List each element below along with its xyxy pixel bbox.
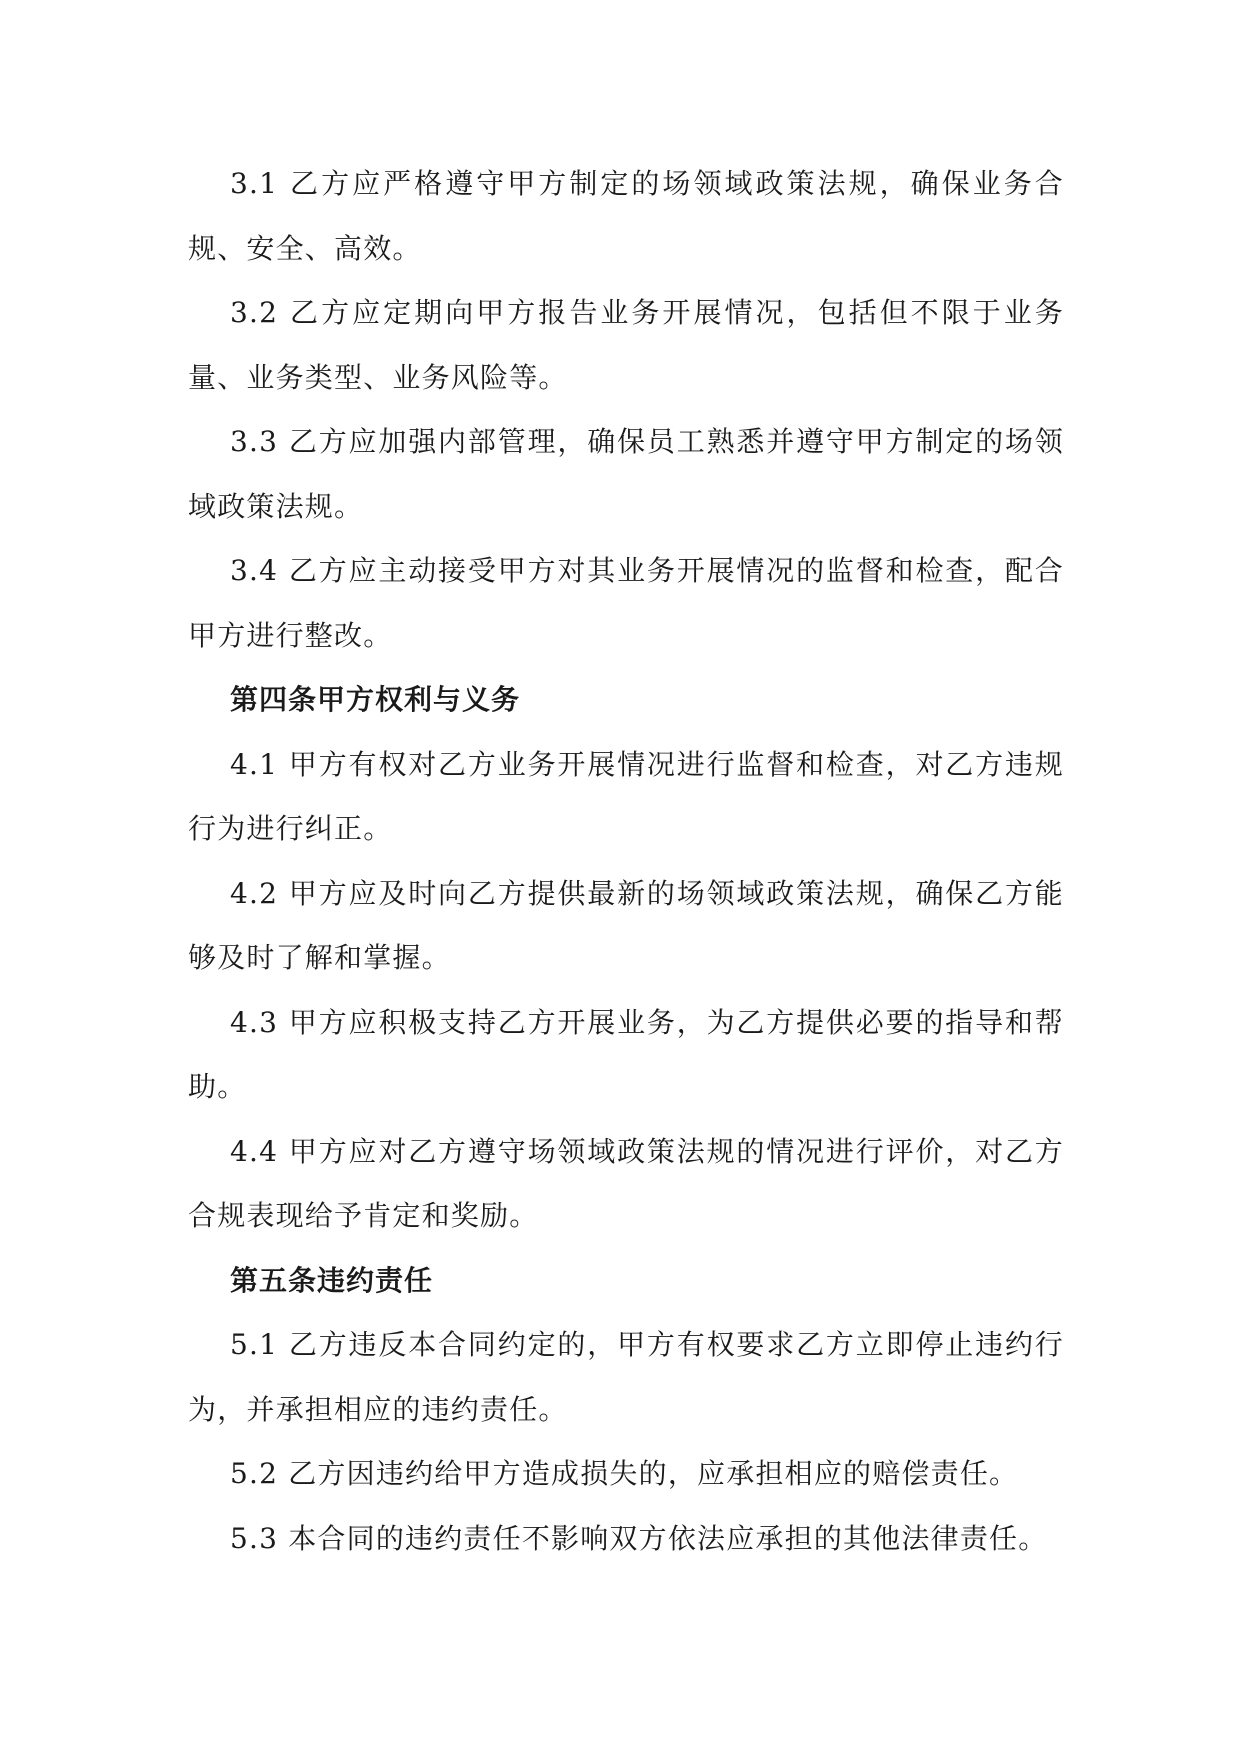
clause-3-1: 3.1 乙方应严格遵守甲方制定的场领域政策法规，确保业务合规、安全、高效。 (188, 167, 1064, 265)
clause-3-3: 3.3 乙方应加强内部管理，确保员工熟悉并遵守甲方制定的场领域政策法规。 (188, 425, 1064, 523)
section-heading-article-4: 第四条甲方权利与义务 (230, 683, 521, 716)
clause-4-3: 4.3 甲方应积极支持乙方开展业务，为乙方提供必要的指导和帮助。 (188, 1005, 1064, 1103)
clause-5-3: 5.3 本合同的违约责任不影响双方依法应承担的其他法律责任。 (230, 1521, 1048, 1555)
clause-4-1: 4.1 甲方有权对乙方业务开展情况进行监督和检查，对乙方违规行为进行纠正。 (188, 747, 1064, 845)
clause-3-2: 3.2 乙方应定期向甲方报告业务开展情况，包括但不限于业务量、业务类型、业务风险等。 (188, 296, 1064, 394)
section-heading-article-5: 第五条违约责任 (230, 1263, 434, 1297)
clause-5-2: 5.2 乙方因违约给甲方造成损失的，应承担相应的赔偿责任。 (230, 1457, 1019, 1490)
clause-4-2: 4.2 甲方应及时向乙方提供最新的场领域政策法规，确保乙方能够及时了解和掌握。 (188, 876, 1064, 974)
clause-3-4: 3.4 乙方应主动接受甲方对其业务开展情况的监督和检查，配合甲方进行整改。 (188, 554, 1064, 652)
clause-4-4: 4.4 甲方应对乙方遵守场领域政策法规的情况进行评价，对乙方合规表现给予肯定和奖励。 (188, 1134, 1064, 1232)
clause-5-1: 5.1 乙方违反本合同约定的，甲方有权要求乙方立即停止违约行为，并承担相应的违约责任。 (188, 1328, 1064, 1426)
